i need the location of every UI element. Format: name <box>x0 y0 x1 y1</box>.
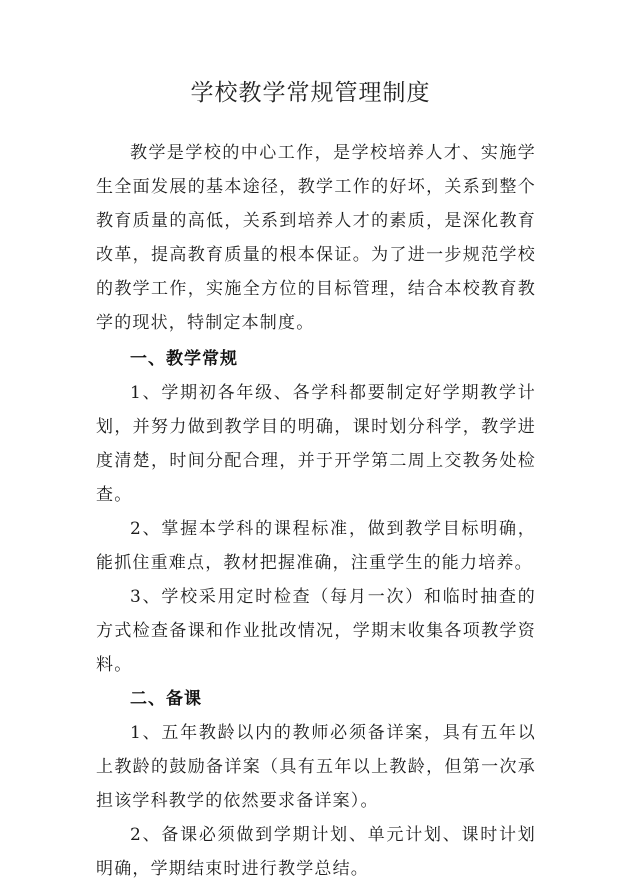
section-heading-lesson-prep: 二、备课 <box>130 689 202 709</box>
intro-paragraph: 教学是学校的中心工作，是学校培养人才、实施学生全面发展的基本途径，教学工作的好坏，关系到整个教育质量的高低，关系到培养人才的素质，是深化教育改革，提高教育质量的根本保证。为了进一步规范学校的教学工作，实施全方位的目标管理，结合本校教育教学的现状，特制定本制度。 <box>96 143 536 333</box>
document-title: 学校教学常规管理制度 <box>190 80 431 106</box>
section2-item-2: 2、备课必须做到学期计划、单元计划、课时计划明确，学期结束时进行教学总结。 <box>96 825 536 879</box>
section1-item-3: 3、学校采用定时检查（每月一次）和临时抽查的方式检查备课和作业批改情况，学期末收集各项教学资料。 <box>96 587 536 675</box>
document-body <box>96 136 536 886</box>
section1-item-2: 2、掌握本学科的课程标准，做到教学目标明确，能抓住重难点，教材把握准确，注重学生的能力培养。 <box>96 519 536 573</box>
section-heading-teaching-routine: 一、教学常规 <box>130 349 238 369</box>
section1-item-1: 1、学期初各年级、各学科都要制定好学期教学计划，并努力做到教学目的明确，课时划分科学，教学进度清楚，时间分配合理，并于开学第二周上交教务处检查。 <box>96 383 536 505</box>
section2-item-1: 1、五年教龄以内的教师必须备详案，具有五年以上教龄的鼓励备详案（具有五年以上教龄，但第一次承担该学科教学的依然要求备详案）。 <box>96 723 536 811</box>
